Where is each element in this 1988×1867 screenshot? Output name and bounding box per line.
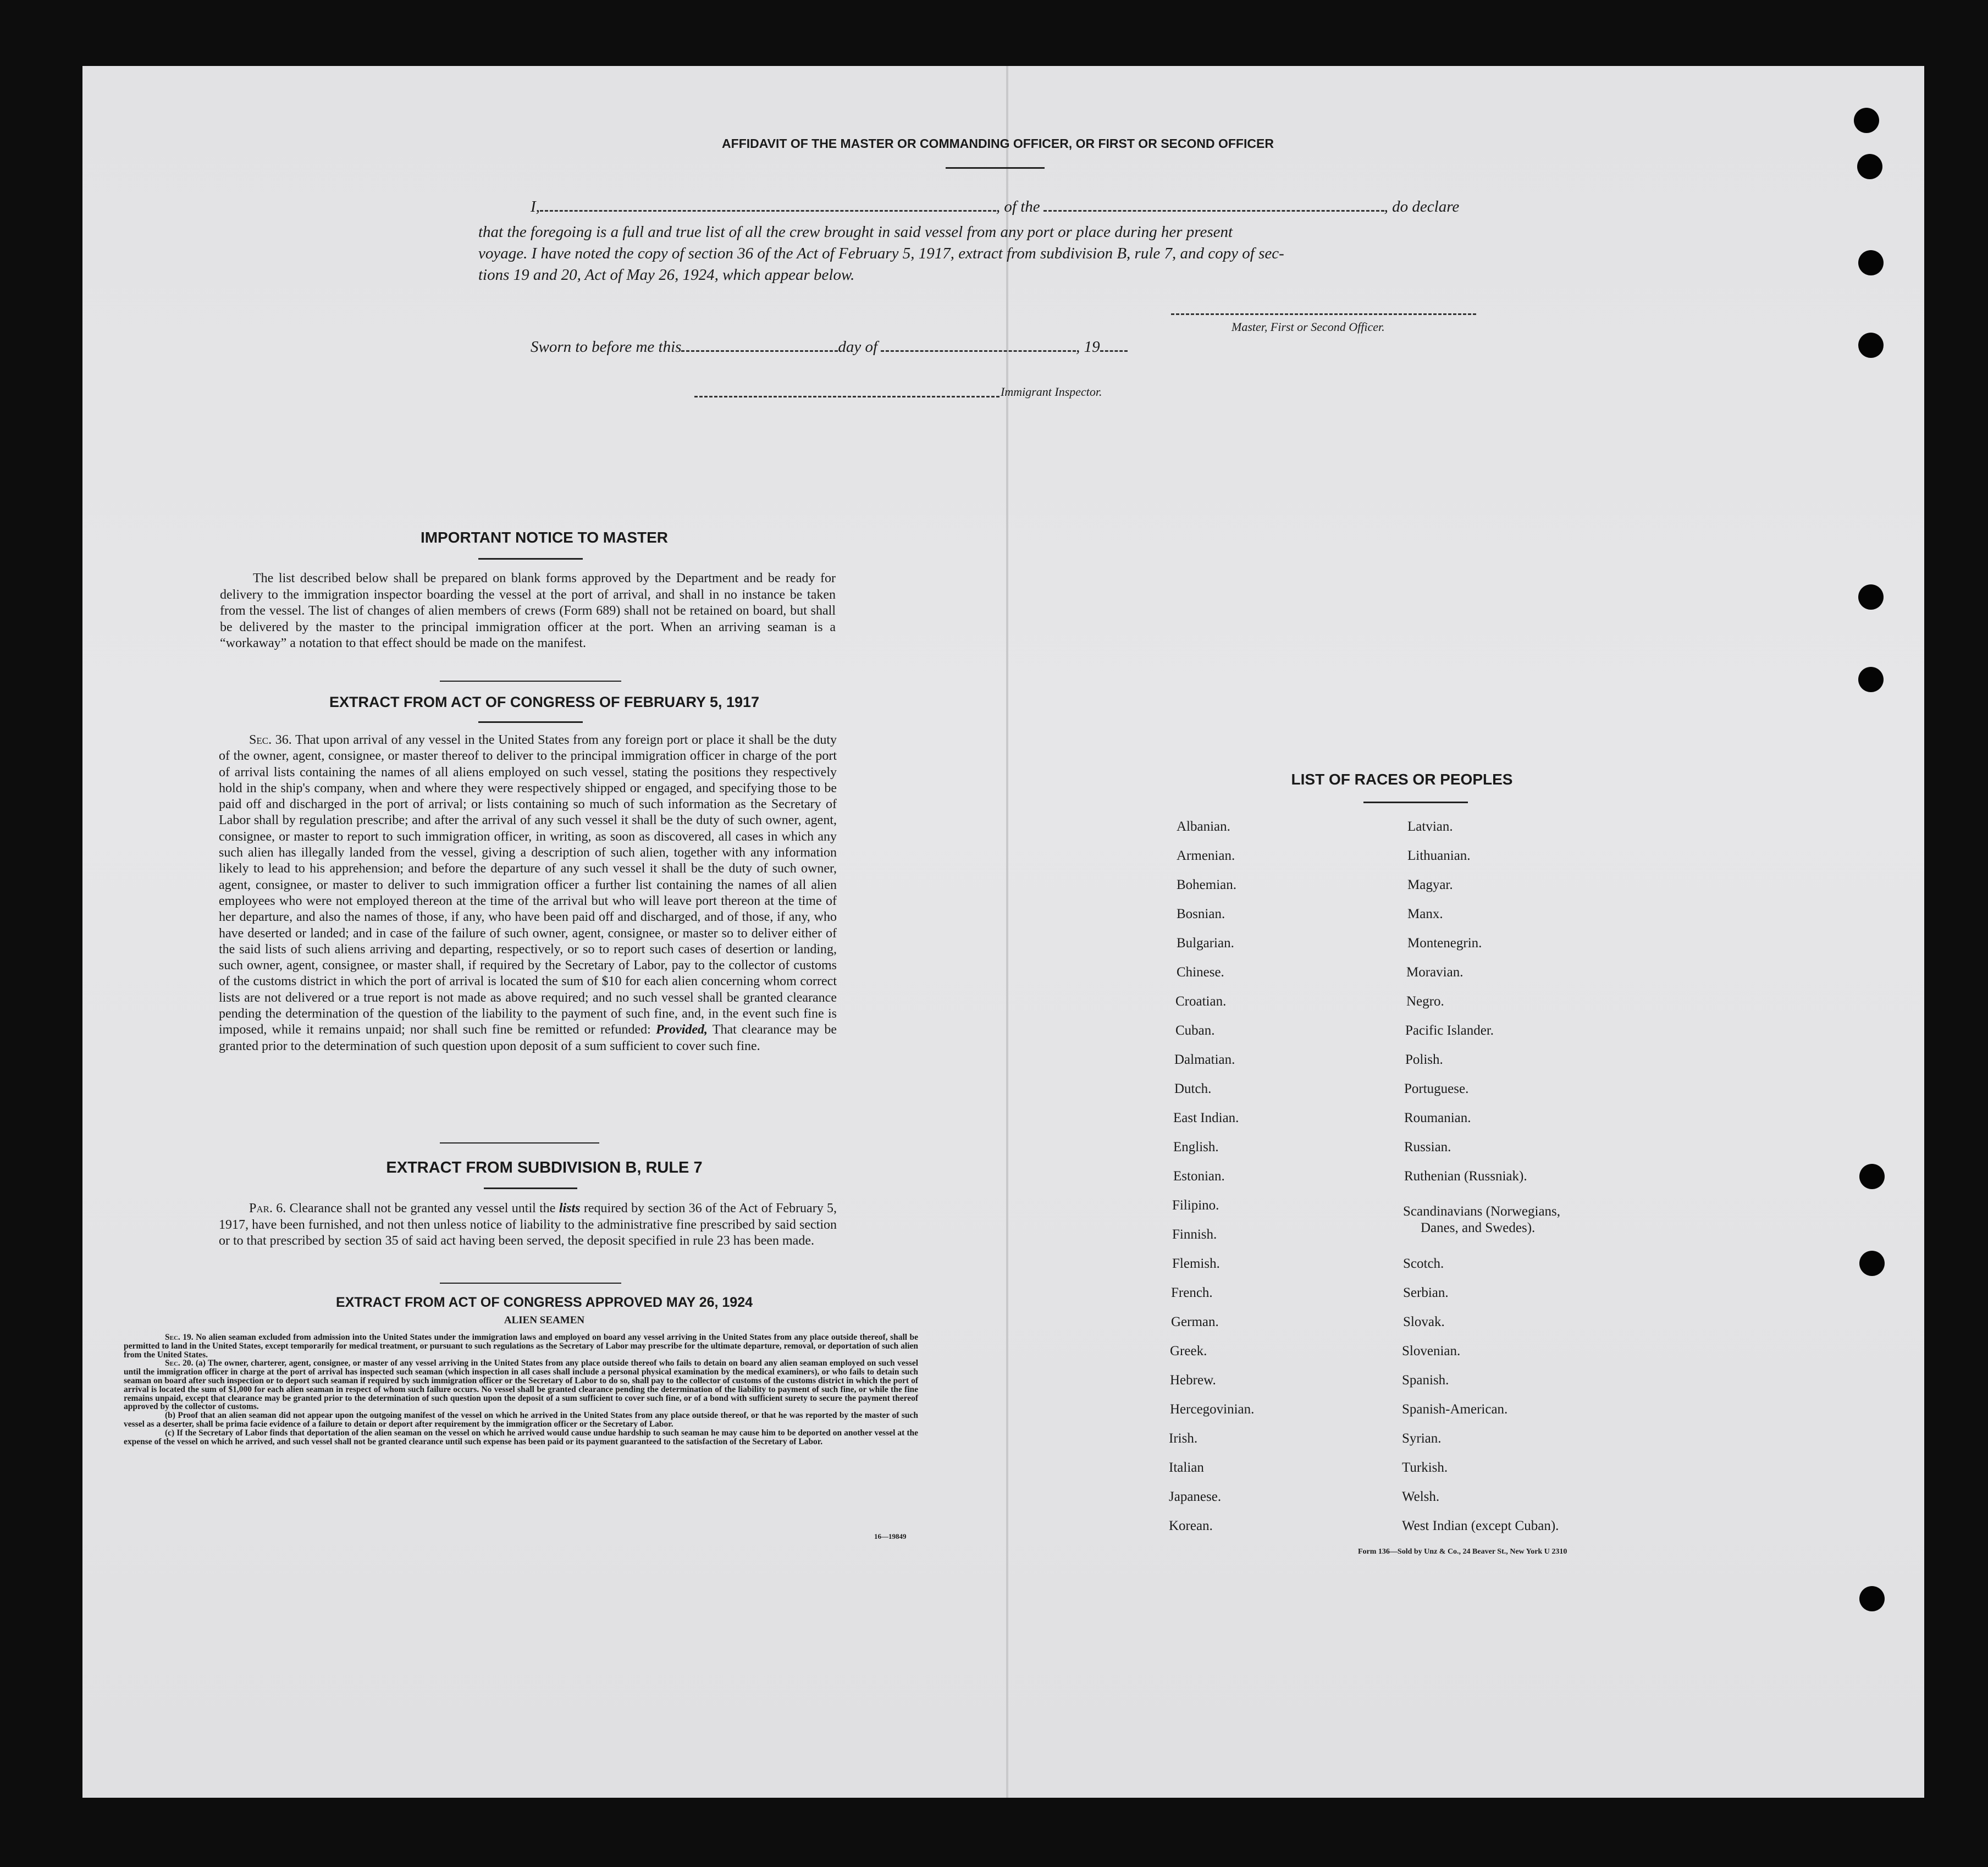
alien-seamen-subtitle: ALIEN SEAMEN — [504, 1314, 585, 1326]
races-title: LIST OF RACES OR PEOPLES — [1291, 771, 1513, 788]
race-item: Dutch. — [1174, 1081, 1212, 1096]
race-item: Italian — [1169, 1460, 1204, 1475]
race-item: Scandinavians (Norwegians, — [1403, 1204, 1561, 1219]
affidavit-of-the: , of the — [996, 198, 1040, 216]
sec-20a-paragraph — [124, 1359, 918, 1411]
sec-20-label: Sec. 20. — [165, 1358, 194, 1368]
extract-1917-rule — [478, 721, 583, 723]
sec-19-text: No alien seaman excluded from admission into the United States under the immigration laws and employed on board any vessel arriving in the United States from any place outside thereof, shall be permitted to land in the United States, except temporarily for medical treatment, or pursuant to such regulations as the Secretary of Labor may prescribe for the ultimate departure, removal, or deportation of such alien from the United States. — [124, 1333, 919, 1360]
race-item: Ruthenian (Russniak). — [1404, 1169, 1527, 1184]
inspector-signature-blank — [694, 384, 999, 397]
race-item: English. — [1173, 1140, 1219, 1155]
sec-19-label: Sec. 19. — [165, 1333, 194, 1342]
race-item: Greek. — [1170, 1344, 1207, 1358]
binder-hole — [1859, 1251, 1885, 1276]
binder-hole — [1859, 1586, 1885, 1611]
sec-36-text-end: That clearance may be granted prior to the determination of such question upon deposit of a sum sufficient to cover such fine. — [219, 1023, 837, 1053]
sworn-day-blank — [681, 338, 838, 352]
extract-1924-title: EXTRACT FROM ACT OF CONGRESS APPROVED MAY 26, 1924 — [335, 1295, 753, 1310]
affidavit-line-3: voyage. I have noted the copy of section 36 of the Act of February 5, 1917, extract from subdivision B, rule 7, and copy of sec- — [478, 245, 1284, 262]
race-item: Chinese. — [1177, 965, 1224, 980]
race-item: Korean. — [1169, 1518, 1213, 1533]
page-fold — [1006, 66, 1008, 1798]
provided-word: Provided, — [656, 1023, 708, 1037]
race-item: Hebrew. — [1170, 1373, 1216, 1388]
race-item: Portuguese. — [1404, 1081, 1469, 1096]
race-item: Serbian. — [1403, 1285, 1449, 1300]
race-item: Negro. — [1406, 994, 1444, 1009]
sec-36-label: Sec. 36. — [249, 733, 292, 747]
sec-20a-text: (a) The owner, charterer, agent, consignee, or master of any vessel arriving in the United States from any place outside thereof who fails to detain on board any alien seaman employed on such vessel until the immigration officer in charge at the port of arrival has inspected such seaman (which inspection in all cases shall include a personal physical examination by the medical examiners), or who fails to detain such seaman on board after such inspection or to deport such seaman if required by such immigration officer or the Secretary of Labor to do so, shall pay to the collector of customs of the customs district in which the port of arrival is located the sum of $1,000 for each alien seaman in respect of whom such failure occurs. No vessel shall be granted clearance pending the determination of the liability to payment of such fine, or while the fine remains unpaid, except that clearance may be granted prior to the determination of such question upon the deposit of a sum sufficient to cover such fine, or of a bond with sufficient surety to secure the payment thereof approved by the collector of customs. — [124, 1358, 919, 1412]
race-item: Japanese. — [1169, 1489, 1222, 1504]
notice-end-rule — [440, 681, 621, 682]
extract-1917-title: EXTRACT FROM ACT OF CONGRESS OF FEBRUARY 5, 1917 — [329, 694, 760, 710]
sec-36-text: That upon arrival of any vessel in the United States from any foreign port or place it shall be the duty of the owner, agent, consignee, or master thereof to deliver to the principal immigration officer in charge of the port of arrival lists containing the names of all aliens employed on such vessel, stating the positions they respectively hold in the ship's company, when and where they were respectively shipped or engaged, and specifying those to be paid off and discharged in the port of arrival; or lists containing so much of such information as the Secretary of Labor shall by regulation prescribe; and after the arrival of any such vessel it shall be the duty of such owner, agent, consignee, or master to report to such immigration officer, in writing, as soon as discovered, all cases in which any such alien has illegally landed from the vessel, giving a description of such alien, together with any information likely to lead to his apprehension; and before the departure of any such vessel it shall be the duty of such owner, agent, consignee, or master to deliver to such immigration officer a further list containing the names of all alien employees who were not employed thereon at the time of the arrival but who will leave port thereon at the time of her departure, and also the names of those, if any, who have been paid off and discharged, and of those, if any, who have deserted or landed; and in case of the failure of such owner, agent, consignee, or master so to deliver either of the said lists of such aliens arriving and departing, respectively, or so to report such cases of desertion or landing, such owner, agent, consignee, or master shall, if required by the Secretary of Labor, pay to the collector of customs of the customs district in which the port of arrival is located the sum of $10 for each alien concerning whom correct lists are not delivered or a true report is not made as above required; and no such vessel shall be granted clearance pending the determination of the question of the liability to the payment of such fine, and, in the event such fine is imposed, while it remains unpaid; nor shall such fine be remitted or refunded: — [219, 733, 837, 1037]
sworn-month-blank — [881, 338, 1076, 352]
rule7-end-rule — [440, 1283, 621, 1284]
notice-title-rule — [478, 558, 583, 560]
binder-hole — [1857, 154, 1882, 179]
race-item: Manx. — [1407, 907, 1443, 921]
rule7-text-b: required by section 36 of the Act of February 5, 1917, have been furnished, and not then unless notice of liability to the administrative fine prescribed by said section or to that prescribed by section 35 of said act having been served, the deposit specified in rule 23 has been made. — [219, 1201, 837, 1248]
race-item: Bohemian. — [1177, 877, 1237, 892]
race-item: Spanish-American. — [1402, 1402, 1508, 1417]
race-item: Spanish. — [1402, 1373, 1449, 1388]
race-item: Croatian. — [1175, 994, 1227, 1009]
rule7-body — [219, 1201, 837, 1250]
race-item: Moravian. — [1406, 965, 1464, 980]
race-item: French. — [1171, 1285, 1213, 1300]
rule7-text-a: Clearance shall not be granted any vessel until the — [289, 1201, 556, 1216]
affidavit-i: I, — [531, 198, 540, 216]
rule7-rule — [484, 1187, 577, 1189]
race-item: Finnish. — [1172, 1227, 1217, 1242]
race-item: German. — [1171, 1314, 1219, 1329]
binder-hole — [1858, 667, 1884, 692]
extract-1917-body — [219, 732, 837, 1054]
master-label: Master, First or Second Officer. — [1232, 320, 1385, 334]
race-item: Pacific Islander. — [1405, 1023, 1494, 1038]
binder-hole — [1858, 333, 1884, 358]
race-item: Armenian. — [1177, 848, 1235, 863]
sworn-year: , 19 — [1076, 338, 1100, 356]
inspector-label: Immigrant Inspector. — [1001, 385, 1102, 399]
race-item-continued: Danes, and Swedes). — [1421, 1220, 1536, 1235]
race-item: Bulgarian. — [1177, 936, 1234, 951]
form-note: Form 136—Sold by Unz & Co., 24 Beaver St., New York U 2310 — [1358, 1548, 1567, 1556]
notice-body: The list described below shall be prepared on blank forms approved by the Department and be ready for delivery to the immigration inspector boarding the vessel at the port of arrival, and shall in no instance be taken from the vessel. The list of changes of alien members of crews (Form 689) shall not be retained on board, but shall be delivered by the master to the principal immigration officer at the port. When an arriving seaman is a “workaway” a notation to that effect should be made on the manifest. — [220, 571, 836, 650]
par-6-label: Par. 6. — [249, 1201, 286, 1216]
race-item: Montenegrin. — [1407, 936, 1482, 951]
race-item: Estonian. — [1173, 1169, 1225, 1184]
race-item: East Indian. — [1173, 1111, 1239, 1125]
binder-hole — [1858, 584, 1884, 610]
sec-20c-paragraph: (c) If the Secretary of Labor finds that deportation of the alien seaman on the vessel on which he arrived would cause undue hardship to such seaman he may cause him to be deported on another vessel at the expense of the vessel on which he arrived, and such vessel shall not be granted clearance until such expense has been paid or its payment guaranteed to the satisfaction of the Secretary of Labor. — [124, 1428, 918, 1446]
race-item: Welsh. — [1402, 1489, 1440, 1504]
sec-19-paragraph — [124, 1333, 918, 1359]
sworn-text: Sworn to before me this — [531, 338, 682, 356]
master-signature-blank — [1171, 301, 1476, 315]
race-item: Slovak. — [1403, 1314, 1445, 1329]
sec-20b-paragraph: (b) Proof that an alien seaman did not appear upon the outgoing manifest of the vessel on which he arrived in the United States from any place outside thereof, or that he was reported by the master of such vessel as a deserter, shall be prima facie evidence of a failure to detain or deport after requirement by the immigration officer or the Secretary of Labor. — [124, 1411, 918, 1429]
race-item: Cuban. — [1175, 1023, 1215, 1038]
binder-hole — [1859, 1164, 1885, 1189]
race-item: Latvian. — [1407, 819, 1453, 834]
sworn-year-blank — [1100, 338, 1128, 352]
name-blank — [540, 198, 996, 212]
race-item: Roumanian. — [1404, 1111, 1471, 1125]
race-item: Lithuanian. — [1407, 848, 1471, 863]
affidavit-title: AFFIDAVIT OF THE MASTER OR COMMANDING OFFICER, OR FIRST OR SECOND OFFICER — [722, 136, 1274, 151]
race-item: Albanian. — [1177, 819, 1230, 834]
races-title-rule — [1363, 802, 1468, 803]
race-item: Flemish. — [1172, 1256, 1220, 1271]
race-item: Irish. — [1169, 1431, 1198, 1446]
binder-hole — [1858, 250, 1884, 275]
race-item: Hercegovinian. — [1170, 1402, 1255, 1417]
vessel-blank — [1043, 198, 1384, 212]
affidavit-title-rule — [946, 167, 1045, 169]
race-item: Slovenian. — [1402, 1344, 1461, 1358]
day-of: day of — [838, 338, 878, 356]
race-item: Scotch. — [1403, 1256, 1444, 1271]
affidavit-declare: , do declare — [1384, 198, 1460, 216]
rule7-title: EXTRACT FROM SUBDIVISION B, RULE 7 — [386, 1159, 703, 1176]
print-code: 16—19849 — [874, 1532, 907, 1540]
race-item: Filipino. — [1172, 1198, 1219, 1213]
race-item: Turkish. — [1402, 1460, 1448, 1475]
affidavit-declaration-line — [531, 196, 1509, 217]
binder-hole — [1854, 108, 1879, 133]
lists-word: lists — [559, 1201, 581, 1216]
race-item: Polish. — [1405, 1052, 1443, 1067]
affidavit-line-2: that the foregoing is a full and true list of all the crew brought in said vessel from any port or place during her present — [478, 223, 1233, 241]
race-item: West Indian (except Cuban). — [1402, 1518, 1559, 1533]
race-item: Syrian. — [1402, 1431, 1442, 1446]
race-item: Magyar. — [1407, 877, 1453, 892]
affidavit-line-4: tions 19 and 20, Act of May 26, 1924, which appear below. — [478, 266, 855, 284]
notice-title: IMPORTANT NOTICE TO MASTER — [420, 529, 669, 546]
race-item: Russian. — [1404, 1140, 1451, 1155]
race-item: Bosnian. — [1177, 907, 1225, 921]
sworn-line — [531, 336, 1128, 357]
extract-1924-body — [124, 1333, 918, 1446]
race-item: Dalmatian. — [1174, 1052, 1235, 1067]
extract-1917-end-rule — [440, 1142, 599, 1144]
